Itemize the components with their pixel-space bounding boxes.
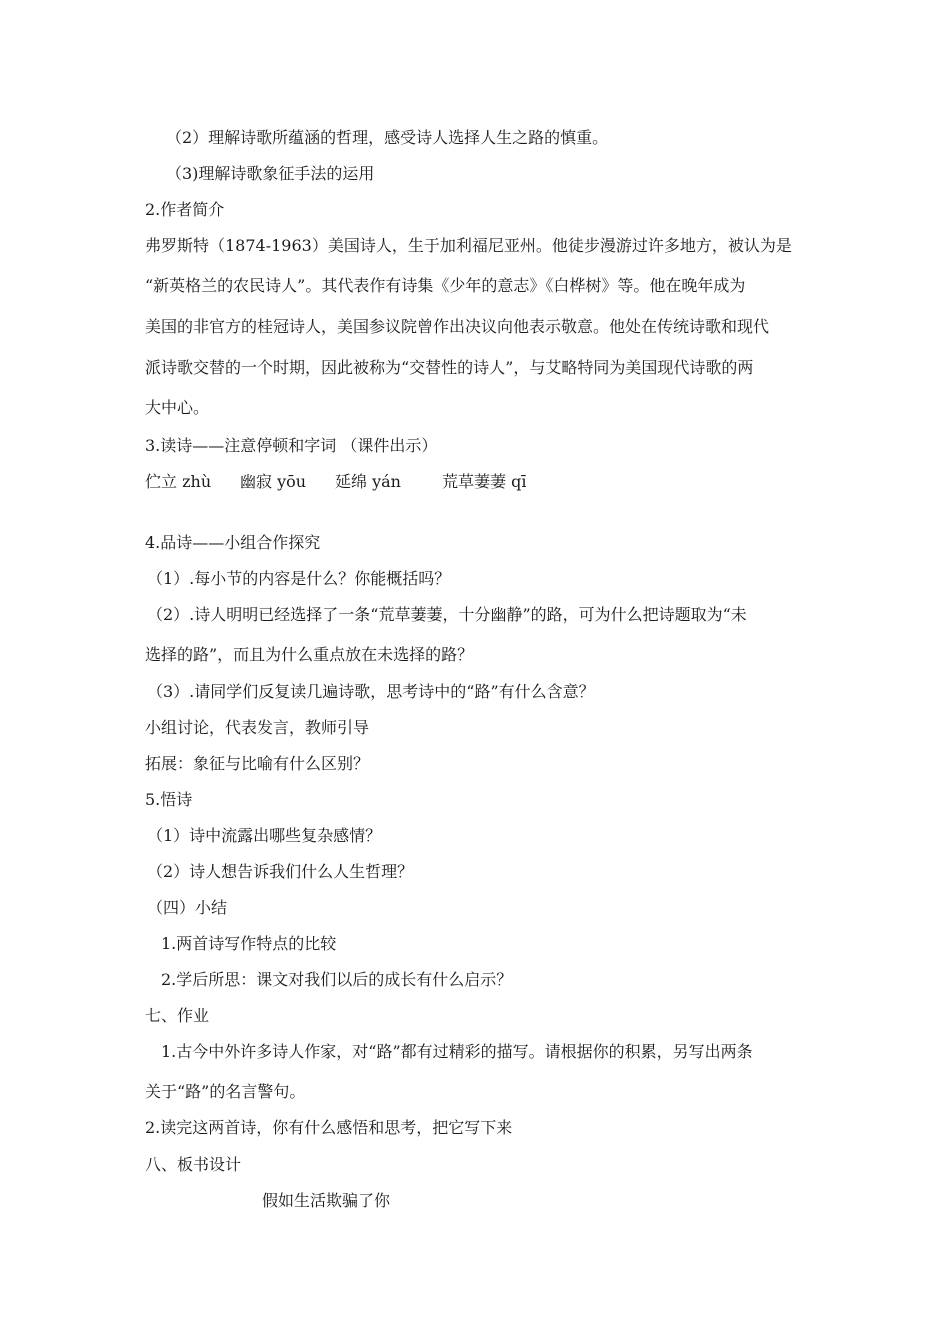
author-paragraph-line-4: 派诗歌交替的一个时期，因此被称为“交替性的诗人”，与艾略特同为美国现代诗歌的两 (145, 358, 754, 377)
board-design-title: 假如生活欺骗了你 (262, 1191, 391, 1210)
analyze-question-2-line-1: （2）.诗人明明已经选择了一条“荒草萋萋，十分幽静”的路，可为什么把诗题取为“未 (147, 605, 747, 624)
homework-item-2: 2.读完这两首诗，你有什么感悟和思考，把它写下来 (145, 1118, 513, 1137)
vocab-word: 延绵 yán (335, 472, 401, 491)
objective-2: （2）理解诗歌所蕴涵的哲理，感受诗人选择人生之路的慎重。 (166, 128, 609, 147)
summary-item-1: 1.两首诗写作特点的比较 (161, 934, 337, 953)
author-heading: 2.作者简介 (145, 200, 225, 219)
author-paragraph-line-1: 弗罗斯特（1874-1963）美国诗人，生于加利福尼亚州。他徒步漫游过许多地方，被认为是 (145, 236, 792, 255)
vocab-word: 幽寂 yōu (240, 472, 307, 491)
understand-question-1: （1）诗中流露出哪些复杂感情？ (147, 826, 382, 845)
vocab-word: 伫立 zhù (145, 472, 212, 491)
read-heading: 3.读诗——注意停顿和字词 （课件出示） (145, 436, 438, 455)
discussion-note: 小组讨论，代表发言，教师引导 (145, 718, 370, 737)
summary-item-2: 2.学后所思：课文对我们以后的成长有什么启示？ (161, 970, 513, 989)
homework-heading: 七、作业 (145, 1006, 210, 1025)
author-paragraph-line-2: “新英格兰的农民诗人”。其代表作有诗集《少年的意志》《白桦树》等。他在晚年成为 (145, 276, 746, 295)
homework-item-1-line-1: 1.古今中外许多诗人作家，对“路”都有过精彩的描写。请根据你的积累，另写出两条 (161, 1042, 753, 1061)
board-design-heading: 八、板书设计 (145, 1155, 242, 1174)
analyze-question-3: （3）.请同学们反复读几遍诗歌，思考诗中的“路”有什么含意？ (147, 682, 595, 701)
analyze-heading: 4.品诗——小组合作探究 (145, 533, 321, 552)
analyze-question-2-line-2: 选择的路”，而且为什么重点放在未选择的路？ (145, 645, 474, 664)
extension-note: 拓展：象征与比喻有什么区别？ (145, 754, 370, 773)
understand-heading: 5.悟诗 (145, 790, 193, 809)
author-paragraph-line-3: 美国的非官方的桂冠诗人，美国参议院曾作出决议向他表示敬意。他处在传统诗歌和现代 (145, 317, 770, 336)
homework-item-1-line-2: 关于“路”的名言警句。 (145, 1082, 306, 1101)
objective-3: （3)理解诗歌象征手法的运用 (166, 164, 375, 183)
analyze-question-1: （1）.每小节的内容是什么？你能概括吗？ (147, 569, 451, 588)
author-paragraph-line-5: 大中心。 (145, 398, 210, 417)
understand-question-2: （2）诗人想告诉我们什么人生哲理？ (147, 862, 414, 881)
summary-heading: （四）小结 (147, 898, 228, 917)
vocab-word: 荒草萋萋 qī (442, 472, 527, 491)
